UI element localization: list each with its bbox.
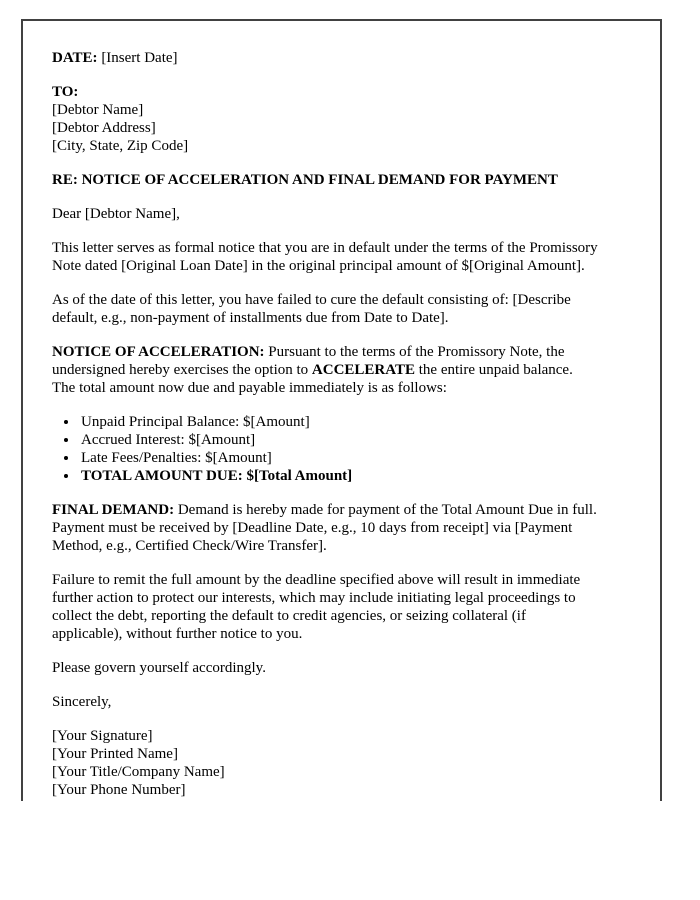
paragraph-final-demand: FINAL DEMAND: Demand is hereby made for payment of the Total Amount Due in full. Payment must be received by [Deadline Date, e.g., 10 days from receipt] via [Payment Method, e.g., Certified Check/Wire Transfer]. xyxy=(52,502,597,554)
letter-page xyxy=(21,19,662,801)
salutation: Dear [Debtor Name], xyxy=(52,206,180,222)
amount-list xyxy=(52,413,642,485)
paragraph-acceleration: NOTICE OF ACCELERATION: Pursuant to the terms of the Promissory Note, the undersigned hereby exercises the option to ACCELERATE the entire unpaid balance. The total amount now due and payable immediately is as follows: xyxy=(52,344,573,396)
date-line: DATE: [Insert Date] xyxy=(52,50,178,66)
recipient-block: TO: [Debtor Name] [Debtor Address] [City, State, Zip Code] xyxy=(52,84,189,154)
subject-line: RE: NOTICE OF ACCELERATION AND FINAL DEMAND FOR PAYMENT xyxy=(52,172,558,188)
signature-block: [Your Signature] [Your Printed Name] [Your Title/Company Name] [Your Phone Number] xyxy=(52,728,225,798)
list-item: • Late Fees/Penalties: $[Amount] xyxy=(79,449,642,467)
paragraph-failure-to-cure: As of the date of this letter, you have failed to cure the default consisting of: [Describe default, e.g., non-payment of installments due from Date to Date]. xyxy=(52,292,571,326)
paragraph-closing-advice: Please govern yourself accordingly. xyxy=(52,660,266,676)
list-item: • Unpaid Principal Balance: $[Amount] xyxy=(79,413,642,431)
letter-content xyxy=(52,49,642,799)
paragraph-consequences: Failure to remit the full amount by the deadline specified above will result in immediate further action to protect our interests, which may include initiating legal proceedings to collect the debt, reporting the default to credit agencies, or seizing collateral (if applicable), without further notice to you. xyxy=(52,572,581,642)
paragraph-default-notice: This letter serves as formal notice that you are in default under the terms of the Promissory Note dated [Original Loan Date] in the original principal amount of $[Original Amount]. xyxy=(52,240,598,274)
list-item: • Accrued Interest: $[Amount] xyxy=(79,431,642,449)
list-item: • TOTAL AMOUNT DUE: $[Total Amount] xyxy=(79,467,642,485)
sign-off: Sincerely, xyxy=(52,694,112,710)
